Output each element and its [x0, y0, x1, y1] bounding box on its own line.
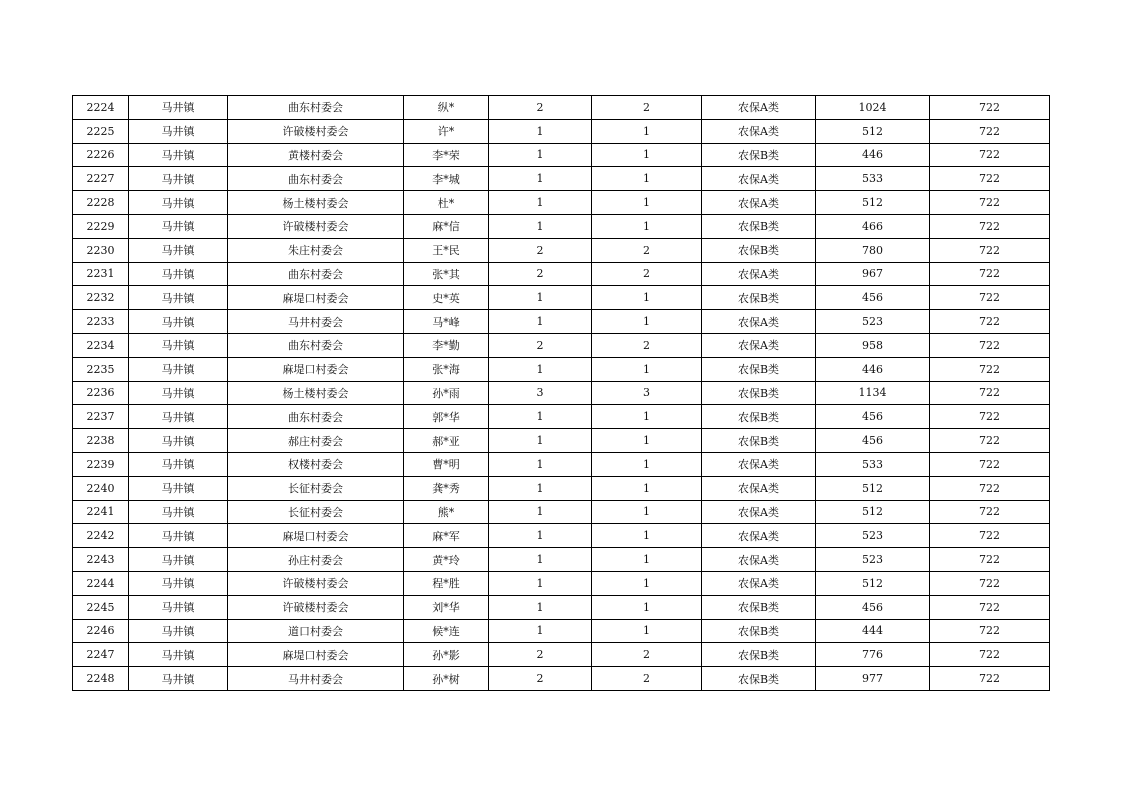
amount-cell: 780 — [816, 238, 930, 262]
amount-cell: 523 — [816, 548, 930, 572]
standard-cell: 722 — [930, 452, 1050, 476]
person-count-cell: 1 — [592, 595, 702, 619]
row-number-cell: 2245 — [73, 595, 129, 619]
town-cell: 马井镇 — [129, 333, 228, 357]
person-count-cell: 1 — [592, 167, 702, 191]
person-count-cell: 1 — [592, 548, 702, 572]
standard-cell: 722 — [930, 595, 1050, 619]
insurance-type-cell: 农保A类 — [702, 548, 816, 572]
table-row — [73, 262, 1050, 286]
standard-cell: 722 — [930, 286, 1050, 310]
row-number-cell: 2230 — [73, 238, 129, 262]
person-name-cell: 马*峰 — [404, 310, 489, 334]
town-cell: 马井镇 — [129, 595, 228, 619]
insurance-type-cell: 农保A类 — [702, 96, 816, 120]
row-number-cell: 2248 — [73, 667, 129, 691]
standard-cell: 722 — [930, 238, 1050, 262]
person-name-cell: 李*勤 — [404, 333, 489, 357]
person-name-cell: 李*城 — [404, 167, 489, 191]
town-cell: 马井镇 — [129, 429, 228, 453]
insurance-type-cell: 农保A类 — [702, 191, 816, 215]
village-committee-cell: 长征村委会 — [228, 500, 404, 524]
household-count-cell: 2 — [489, 96, 592, 120]
insurance-type-cell: 农保A类 — [702, 262, 816, 286]
village-committee-cell: 曲东村委会 — [228, 333, 404, 357]
household-count-cell: 2 — [489, 643, 592, 667]
table-row — [73, 286, 1050, 310]
standard-cell: 722 — [930, 500, 1050, 524]
village-committee-cell: 权楼村委会 — [228, 452, 404, 476]
amount-cell: 533 — [816, 452, 930, 476]
village-committee-cell: 麻堤口村委会 — [228, 357, 404, 381]
row-number-cell: 2226 — [73, 143, 129, 167]
village-committee-cell: 孙庄村委会 — [228, 548, 404, 572]
village-committee-cell: 曲东村委会 — [228, 167, 404, 191]
person-count-cell: 2 — [592, 333, 702, 357]
table-row — [73, 500, 1050, 524]
table-row — [73, 357, 1050, 381]
amount-cell: 533 — [816, 167, 930, 191]
standard-cell: 722 — [930, 643, 1050, 667]
town-cell: 马井镇 — [129, 214, 228, 238]
table-row — [73, 429, 1050, 453]
amount-cell: 523 — [816, 524, 930, 548]
amount-cell: 446 — [816, 143, 930, 167]
village-committee-cell: 马井村委会 — [228, 310, 404, 334]
town-cell: 马井镇 — [129, 619, 228, 643]
amount-cell: 456 — [816, 405, 930, 429]
standard-cell: 722 — [930, 310, 1050, 334]
amount-cell: 512 — [816, 476, 930, 500]
person-count-cell: 1 — [592, 571, 702, 595]
row-number-cell: 2242 — [73, 524, 129, 548]
standard-cell: 722 — [930, 381, 1050, 405]
person-name-cell: 刘*华 — [404, 595, 489, 619]
town-cell: 马井镇 — [129, 548, 228, 572]
row-number-cell: 2236 — [73, 381, 129, 405]
standard-cell: 722 — [930, 619, 1050, 643]
person-name-cell: 李*荣 — [404, 143, 489, 167]
table-row — [73, 595, 1050, 619]
row-number-cell: 2244 — [73, 571, 129, 595]
person-count-cell: 1 — [592, 619, 702, 643]
insurance-type-cell: 农保A类 — [702, 452, 816, 476]
person-count-cell: 1 — [592, 286, 702, 310]
village-committee-cell: 许破楼村委会 — [228, 595, 404, 619]
person-count-cell: 1 — [592, 143, 702, 167]
table-row — [73, 405, 1050, 429]
household-count-cell: 1 — [489, 476, 592, 500]
household-count-cell: 2 — [489, 262, 592, 286]
person-name-cell: 王*民 — [404, 238, 489, 262]
row-number-cell: 2240 — [73, 476, 129, 500]
amount-cell: 958 — [816, 333, 930, 357]
insurance-type-cell: 农保A类 — [702, 524, 816, 548]
person-count-cell: 1 — [592, 476, 702, 500]
row-number-cell: 2243 — [73, 548, 129, 572]
person-count-cell: 2 — [592, 96, 702, 120]
table-row — [73, 119, 1050, 143]
village-committee-cell: 许破楼村委会 — [228, 571, 404, 595]
row-number-cell: 2227 — [73, 167, 129, 191]
household-count-cell: 2 — [489, 238, 592, 262]
table-row — [73, 333, 1050, 357]
row-number-cell: 2234 — [73, 333, 129, 357]
standard-cell: 722 — [930, 548, 1050, 572]
village-committee-cell: 道口村委会 — [228, 619, 404, 643]
amount-cell: 523 — [816, 310, 930, 334]
village-committee-cell: 曲东村委会 — [228, 405, 404, 429]
person-count-cell: 1 — [592, 500, 702, 524]
person-count-cell: 1 — [592, 191, 702, 215]
household-count-cell: 1 — [489, 191, 592, 215]
table-row — [73, 476, 1050, 500]
row-number-cell: 2247 — [73, 643, 129, 667]
person-name-cell: 麻*信 — [404, 214, 489, 238]
table-row — [73, 524, 1050, 548]
amount-cell: 1134 — [816, 381, 930, 405]
insurance-type-cell: 农保A类 — [702, 500, 816, 524]
amount-cell: 456 — [816, 286, 930, 310]
amount-cell: 512 — [816, 119, 930, 143]
person-name-cell: 程*胜 — [404, 571, 489, 595]
person-count-cell: 1 — [592, 214, 702, 238]
town-cell: 马井镇 — [129, 524, 228, 548]
household-count-cell: 1 — [489, 548, 592, 572]
household-count-cell: 1 — [489, 167, 592, 191]
standard-cell: 722 — [930, 476, 1050, 500]
amount-cell: 967 — [816, 262, 930, 286]
household-count-cell: 1 — [489, 310, 592, 334]
town-cell: 马井镇 — [129, 191, 228, 215]
row-number-cell: 2239 — [73, 452, 129, 476]
row-number-cell: 2232 — [73, 286, 129, 310]
standard-cell: 722 — [930, 667, 1050, 691]
standard-cell: 722 — [930, 333, 1050, 357]
insurance-type-cell: 农保A类 — [702, 310, 816, 334]
amount-cell: 456 — [816, 595, 930, 619]
village-committee-cell: 黄楼村委会 — [228, 143, 404, 167]
person-name-cell: 纵* — [404, 96, 489, 120]
village-committee-cell: 许破楼村委会 — [228, 214, 404, 238]
table-row — [73, 381, 1050, 405]
standard-cell: 722 — [930, 262, 1050, 286]
row-number-cell: 2241 — [73, 500, 129, 524]
standard-cell: 722 — [930, 429, 1050, 453]
person-name-cell: 郭*华 — [404, 405, 489, 429]
person-name-cell: 孙*树 — [404, 667, 489, 691]
row-number-cell: 2246 — [73, 619, 129, 643]
person-name-cell: 龚*秀 — [404, 476, 489, 500]
town-cell: 马井镇 — [129, 405, 228, 429]
insurance-type-cell: 农保B类 — [702, 667, 816, 691]
town-cell: 马井镇 — [129, 500, 228, 524]
town-cell: 马井镇 — [129, 571, 228, 595]
person-count-cell: 1 — [592, 452, 702, 476]
village-committee-cell: 麻堤口村委会 — [228, 286, 404, 310]
insurance-type-cell: 农保B类 — [702, 381, 816, 405]
standard-cell: 722 — [930, 119, 1050, 143]
amount-cell: 466 — [816, 214, 930, 238]
table-row — [73, 548, 1050, 572]
household-count-cell: 1 — [489, 500, 592, 524]
person-name-cell: 曹*明 — [404, 452, 489, 476]
household-count-cell: 1 — [489, 214, 592, 238]
table-body — [73, 96, 1050, 691]
amount-cell: 512 — [816, 571, 930, 595]
insurance-type-cell: 农保B类 — [702, 429, 816, 453]
insurance-type-cell: 农保A类 — [702, 119, 816, 143]
insurance-type-cell: 农保B类 — [702, 595, 816, 619]
person-count-cell: 3 — [592, 381, 702, 405]
town-cell: 马井镇 — [129, 381, 228, 405]
amount-cell: 776 — [816, 643, 930, 667]
town-cell: 马井镇 — [129, 119, 228, 143]
town-cell: 马井镇 — [129, 643, 228, 667]
person-name-cell: 许* — [404, 119, 489, 143]
household-count-cell: 1 — [489, 619, 592, 643]
row-number-cell: 2224 — [73, 96, 129, 120]
village-committee-cell: 麻堤口村委会 — [228, 524, 404, 548]
village-committee-cell: 麻堤口村委会 — [228, 643, 404, 667]
table-row — [73, 643, 1050, 667]
insurance-type-cell: 农保A类 — [702, 167, 816, 191]
table-row — [73, 167, 1050, 191]
standard-cell: 722 — [930, 214, 1050, 238]
town-cell: 马井镇 — [129, 286, 228, 310]
village-committee-cell: 曲东村委会 — [228, 262, 404, 286]
standard-cell: 722 — [930, 571, 1050, 595]
standard-cell: 722 — [930, 405, 1050, 429]
town-cell: 马井镇 — [129, 667, 228, 691]
town-cell: 马井镇 — [129, 238, 228, 262]
table-row — [73, 143, 1050, 167]
household-count-cell: 1 — [489, 286, 592, 310]
household-count-cell: 1 — [489, 405, 592, 429]
person-count-cell: 2 — [592, 667, 702, 691]
amount-cell: 446 — [816, 357, 930, 381]
household-count-cell: 1 — [489, 452, 592, 476]
person-count-cell: 2 — [592, 238, 702, 262]
household-count-cell: 2 — [489, 667, 592, 691]
person-name-cell: 候*连 — [404, 619, 489, 643]
row-number-cell: 2238 — [73, 429, 129, 453]
person-name-cell: 史*英 — [404, 286, 489, 310]
row-number-cell: 2237 — [73, 405, 129, 429]
table-row — [73, 310, 1050, 334]
insurance-type-cell: 农保A类 — [702, 571, 816, 595]
insurance-type-cell: 农保B类 — [702, 238, 816, 262]
row-number-cell: 2228 — [73, 191, 129, 215]
standard-cell: 722 — [930, 357, 1050, 381]
person-name-cell: 郝*亚 — [404, 429, 489, 453]
person-count-cell: 1 — [592, 524, 702, 548]
insurance-type-cell: 农保A类 — [702, 476, 816, 500]
standard-cell: 722 — [930, 191, 1050, 215]
standard-cell: 722 — [930, 96, 1050, 120]
household-count-cell: 1 — [489, 524, 592, 548]
person-name-cell: 张*其 — [404, 262, 489, 286]
amount-cell: 512 — [816, 500, 930, 524]
amount-cell: 512 — [816, 191, 930, 215]
amount-cell: 1024 — [816, 96, 930, 120]
table-row — [73, 238, 1050, 262]
village-committee-cell: 郝庄村委会 — [228, 429, 404, 453]
village-committee-cell: 朱庄村委会 — [228, 238, 404, 262]
insurance-type-cell: 农保B类 — [702, 405, 816, 429]
person-name-cell: 孙*影 — [404, 643, 489, 667]
table-row — [73, 452, 1050, 476]
person-count-cell: 1 — [592, 357, 702, 381]
table-row — [73, 191, 1050, 215]
town-cell: 马井镇 — [129, 143, 228, 167]
household-count-cell: 1 — [489, 429, 592, 453]
standard-cell: 722 — [930, 524, 1050, 548]
village-committee-cell: 许破楼村委会 — [228, 119, 404, 143]
amount-cell: 456 — [816, 429, 930, 453]
insurance-type-cell: 农保B类 — [702, 214, 816, 238]
town-cell: 马井镇 — [129, 262, 228, 286]
row-number-cell: 2229 — [73, 214, 129, 238]
person-name-cell: 杜* — [404, 191, 489, 215]
row-number-cell: 2233 — [73, 310, 129, 334]
standard-cell: 722 — [930, 167, 1050, 191]
person-name-cell: 麻*军 — [404, 524, 489, 548]
insurance-type-cell: 农保A类 — [702, 333, 816, 357]
town-cell: 马井镇 — [129, 310, 228, 334]
town-cell: 马井镇 — [129, 167, 228, 191]
town-cell: 马井镇 — [129, 96, 228, 120]
person-count-cell: 1 — [592, 405, 702, 429]
village-committee-cell: 曲东村委会 — [228, 96, 404, 120]
person-name-cell: 孙*雨 — [404, 381, 489, 405]
person-count-cell: 2 — [592, 262, 702, 286]
household-count-cell: 1 — [489, 357, 592, 381]
table-row — [73, 667, 1050, 691]
person-count-cell: 1 — [592, 429, 702, 453]
row-number-cell: 2231 — [73, 262, 129, 286]
insurance-type-cell: 农保B类 — [702, 643, 816, 667]
table-row — [73, 571, 1050, 595]
village-committee-cell: 长征村委会 — [228, 476, 404, 500]
household-count-cell: 1 — [489, 143, 592, 167]
row-number-cell: 2235 — [73, 357, 129, 381]
amount-cell: 977 — [816, 667, 930, 691]
household-count-cell: 1 — [489, 595, 592, 619]
household-count-cell: 1 — [489, 571, 592, 595]
table-row — [73, 214, 1050, 238]
village-committee-cell: 杨土楼村委会 — [228, 191, 404, 215]
person-count-cell: 1 — [592, 310, 702, 334]
person-count-cell: 2 — [592, 643, 702, 667]
insurance-type-cell: 农保B类 — [702, 619, 816, 643]
household-count-cell: 3 — [489, 381, 592, 405]
household-count-cell: 2 — [489, 333, 592, 357]
standard-cell: 722 — [930, 143, 1050, 167]
row-number-cell: 2225 — [73, 119, 129, 143]
town-cell: 马井镇 — [129, 357, 228, 381]
insurance-type-cell: 农保B类 — [702, 286, 816, 310]
data-table — [72, 95, 1050, 691]
insurance-type-cell: 农保B类 — [702, 357, 816, 381]
amount-cell: 444 — [816, 619, 930, 643]
person-count-cell: 1 — [592, 119, 702, 143]
person-name-cell: 张*海 — [404, 357, 489, 381]
table-row — [73, 619, 1050, 643]
village-committee-cell: 马井村委会 — [228, 667, 404, 691]
insurance-type-cell: 农保B类 — [702, 143, 816, 167]
person-name-cell: 熊* — [404, 500, 489, 524]
village-committee-cell: 杨土楼村委会 — [228, 381, 404, 405]
table-row — [73, 96, 1050, 120]
person-name-cell: 黄*玲 — [404, 548, 489, 572]
household-count-cell: 1 — [489, 119, 592, 143]
town-cell: 马井镇 — [129, 452, 228, 476]
town-cell: 马井镇 — [129, 476, 228, 500]
